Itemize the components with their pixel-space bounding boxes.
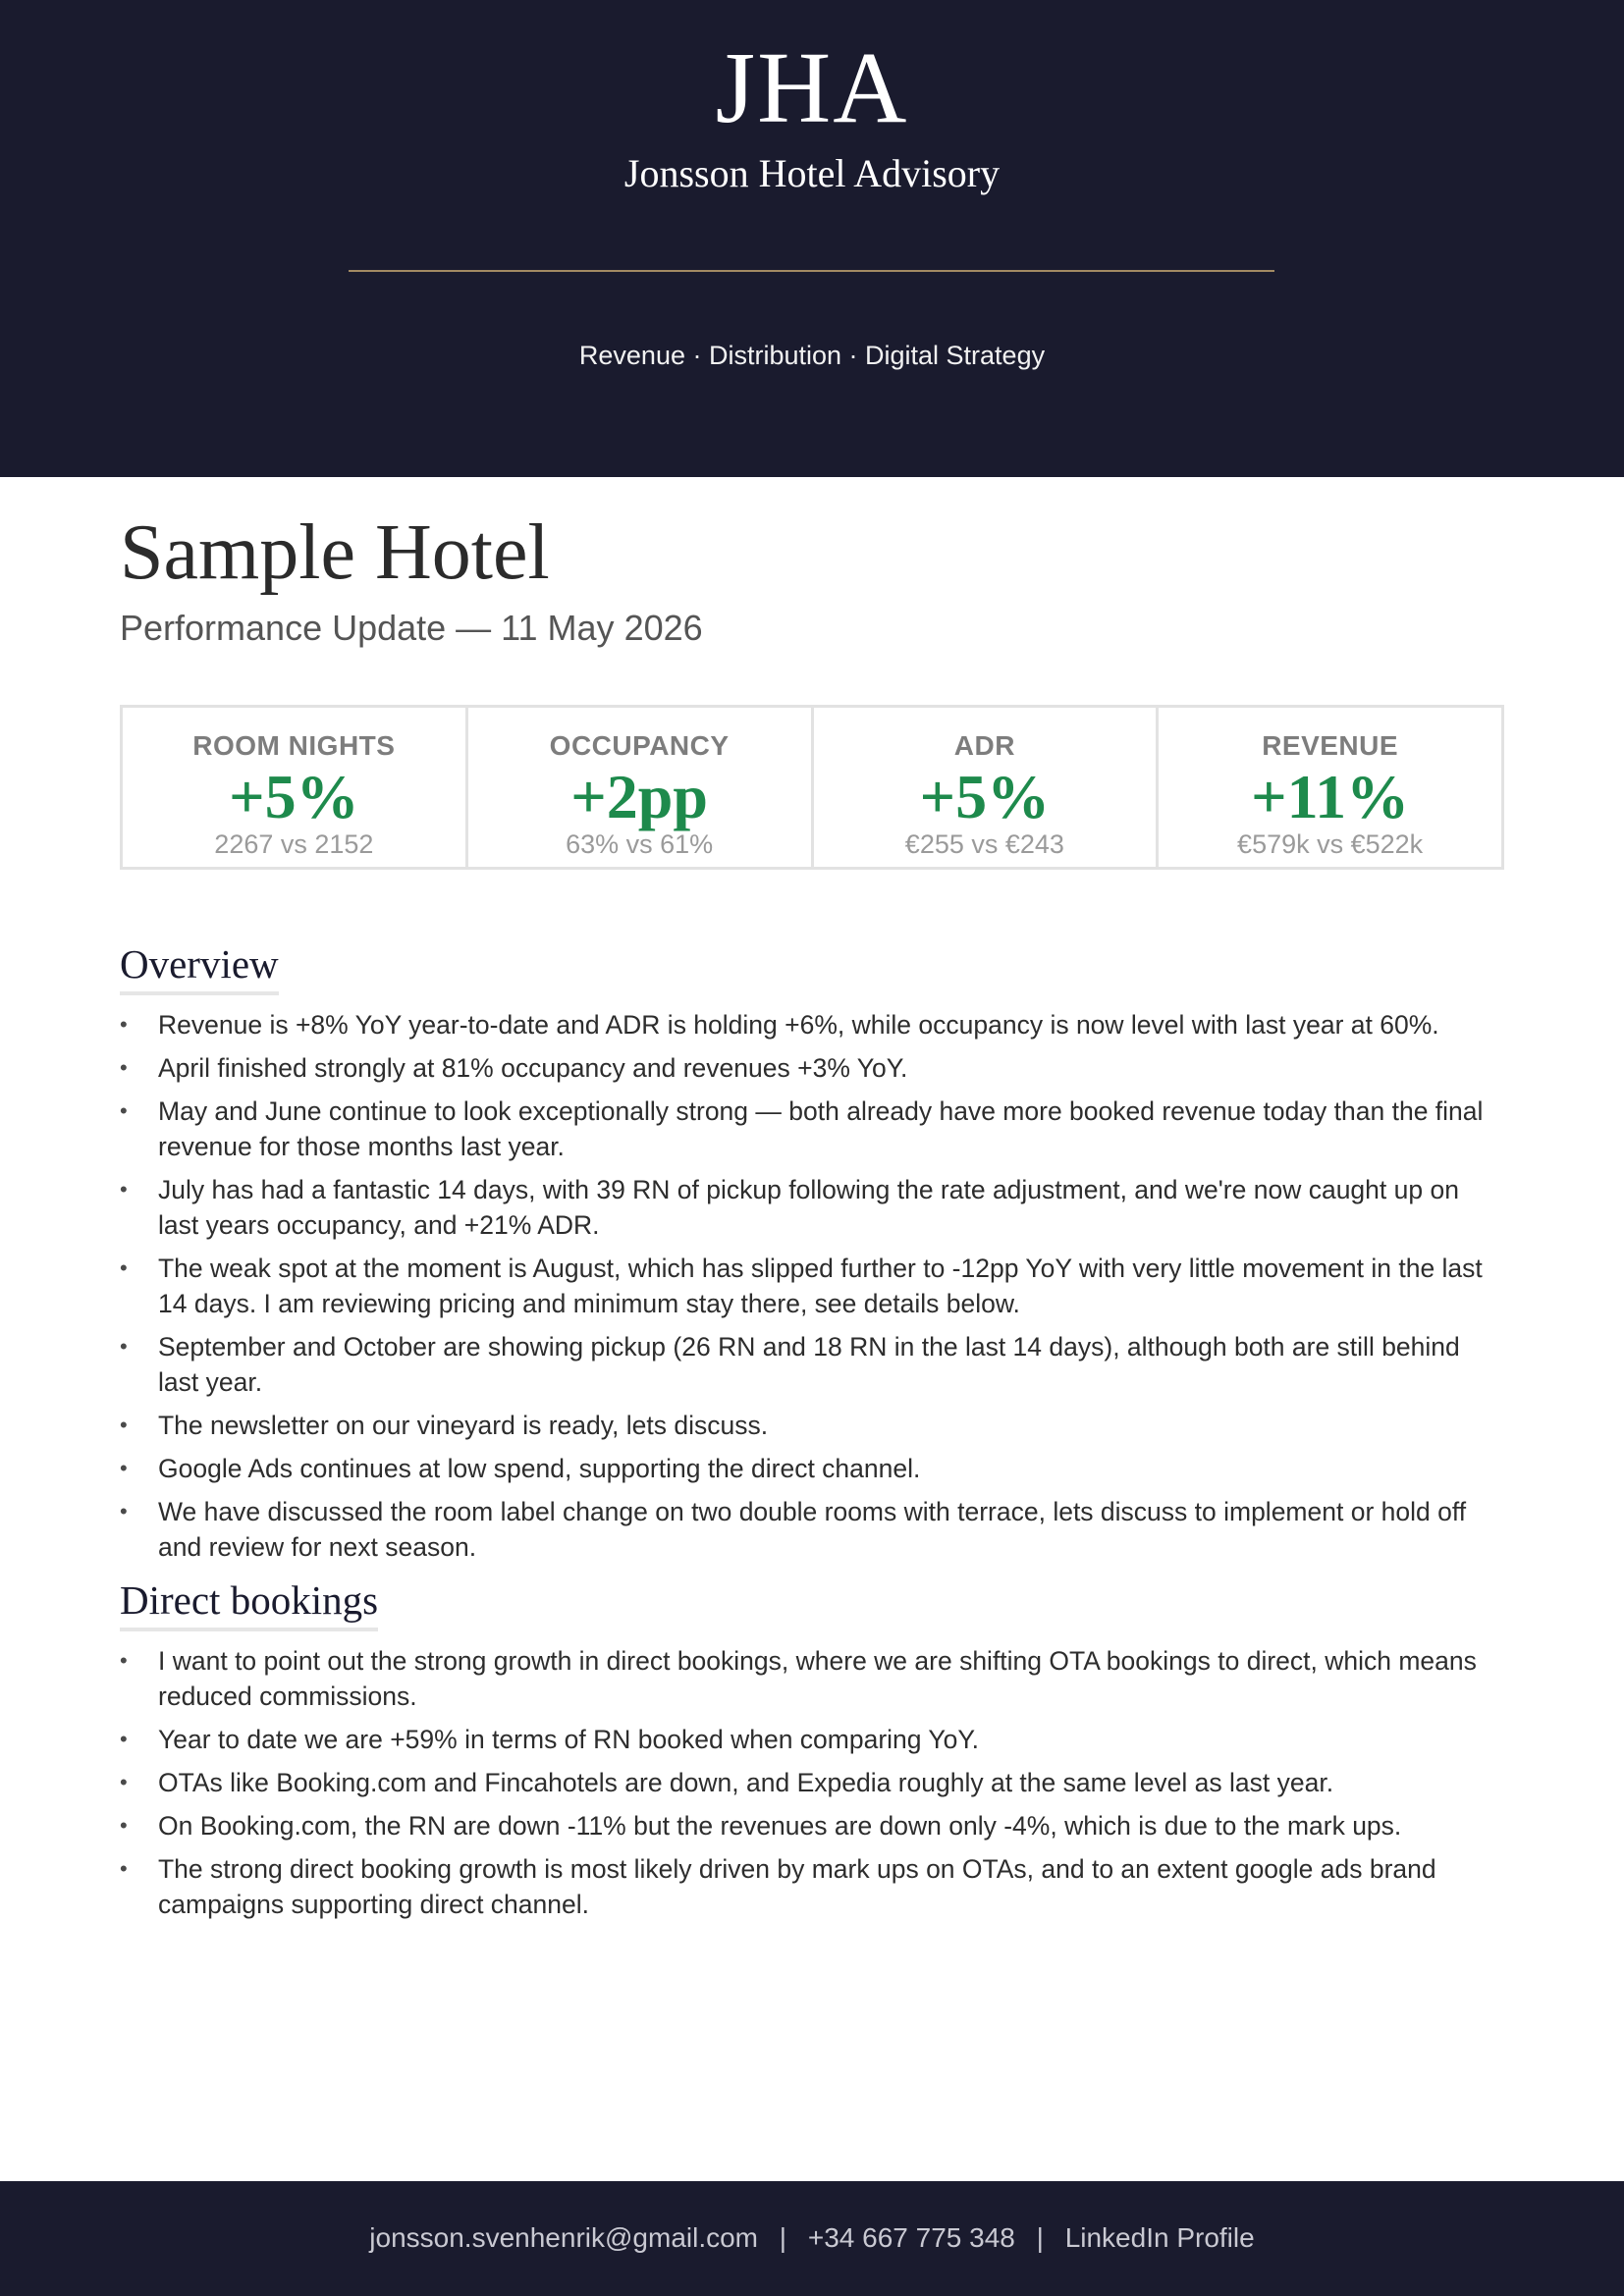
list-item: • The newsletter on our vineyard is ready, lets discuss. [120,1408,1494,1443]
list-item: • We have discussed the room label change on two double rooms with terrace, lets discuss to implement or hold off and review for next season. [120,1494,1494,1565]
section-heading-overview: Overview [120,940,279,995]
list-item: • Revenue is +8% YoY year-to-date and ADR is holding +6%, while occupancy is now level with last year at 60%. [120,1007,1494,1042]
kpi-revenue [1159,708,1501,867]
kpi-label: REVENUE [1262,730,1399,761]
kpi-label: ROOM NIGHTS [192,730,396,761]
direct-bookings-list [120,1643,1494,1930]
contact-email[interactable]: jonsson.svenhenrik@gmail.com [369,2222,759,2253]
firm-logo: JHA [715,31,909,144]
section-heading-direct-bookings: Direct bookings [120,1576,378,1631]
kpi-label: OCCUPANCY [549,730,730,761]
kpi-compare: €255 vs €243 [904,829,1064,859]
kpi-label: ADR [953,730,1015,761]
page-subtitle: Performance Update — 11 May 2026 [120,608,703,648]
list-item: • I want to point out the strong growth in direct bookings, where we are shifting OTA bookings to direct, which means reduced commissions. [120,1643,1494,1714]
kpi-value: +2pp [570,762,708,831]
firm-tagline: Revenue · Distribution · Digital Strategy [578,341,1046,370]
header-banner [0,0,1624,477]
list-item: • OTAs like Booking.com and Fincahotels are down, and Expedia roughly at the same level as last year. [120,1765,1494,1800]
kpi-compare: 2267 vs 2152 [214,829,374,859]
kpi-summary [120,705,1504,870]
list-item: • The weak spot at the moment is August, which has slipped further to -12pp YoY with very little movement in the last 14 days. I am reviewing pricing and minimum stay there, see details below. [120,1251,1494,1321]
list-item: • July has had a fantastic 14 days, with 39 RN of pickup following the rate adjustment, and we're now caught up on last years occupancy, and +21% ADR. [120,1172,1494,1243]
kpi-value: +11% [1251,762,1410,831]
list-item: • On Booking.com, the RN are down -11% but the revenues are down only -4%, which is due to the mark ups. [120,1808,1494,1843]
overview-list [120,1007,1494,1573]
kpi-compare: €579k vs €522k [1237,829,1424,859]
list-item: • Google Ads continues at low spend, supporting the direct channel. [120,1451,1494,1486]
page-title: Sample Hotel [120,509,550,596]
kpi-occupancy [468,708,814,867]
list-item: • The strong direct booking growth is most likely driven by mark ups on OTAs, and to an extent google ads brand campaigns supporting direct channel. [120,1851,1494,1922]
contact-phone[interactable]: +34 667 775 348 [807,2222,1015,2253]
firm-name: Jonsson Hotel Advisory [623,151,1001,195]
separator: | [779,2222,787,2253]
linkedin-link[interactable]: LinkedIn Profile [1064,2222,1255,2253]
kpi-adr [814,708,1160,867]
list-item: • April finished strongly at 81% occupancy and revenues +3% YoY. [120,1050,1494,1086]
kpi-value: +5% [919,762,1051,831]
separator: | [1036,2222,1044,2253]
contact-line [0,2220,1624,2256]
header-divider [349,270,1274,272]
kpi-room-nights [123,708,468,867]
list-item: • Year to date we are +59% in terms of RN booked when comparing YoY. [120,1722,1494,1757]
footer-banner [0,2181,1624,2296]
kpi-value: +5% [229,762,359,831]
list-item: • May and June continue to look exceptionally strong — both already have more booked revenue today than the final revenue for those months last year. [120,1094,1494,1164]
list-item: • September and October are showing pickup (26 RN and 18 RN in the last 14 days), although both are still behind last year. [120,1329,1494,1400]
kpi-compare: 63% vs 61% [566,829,714,859]
